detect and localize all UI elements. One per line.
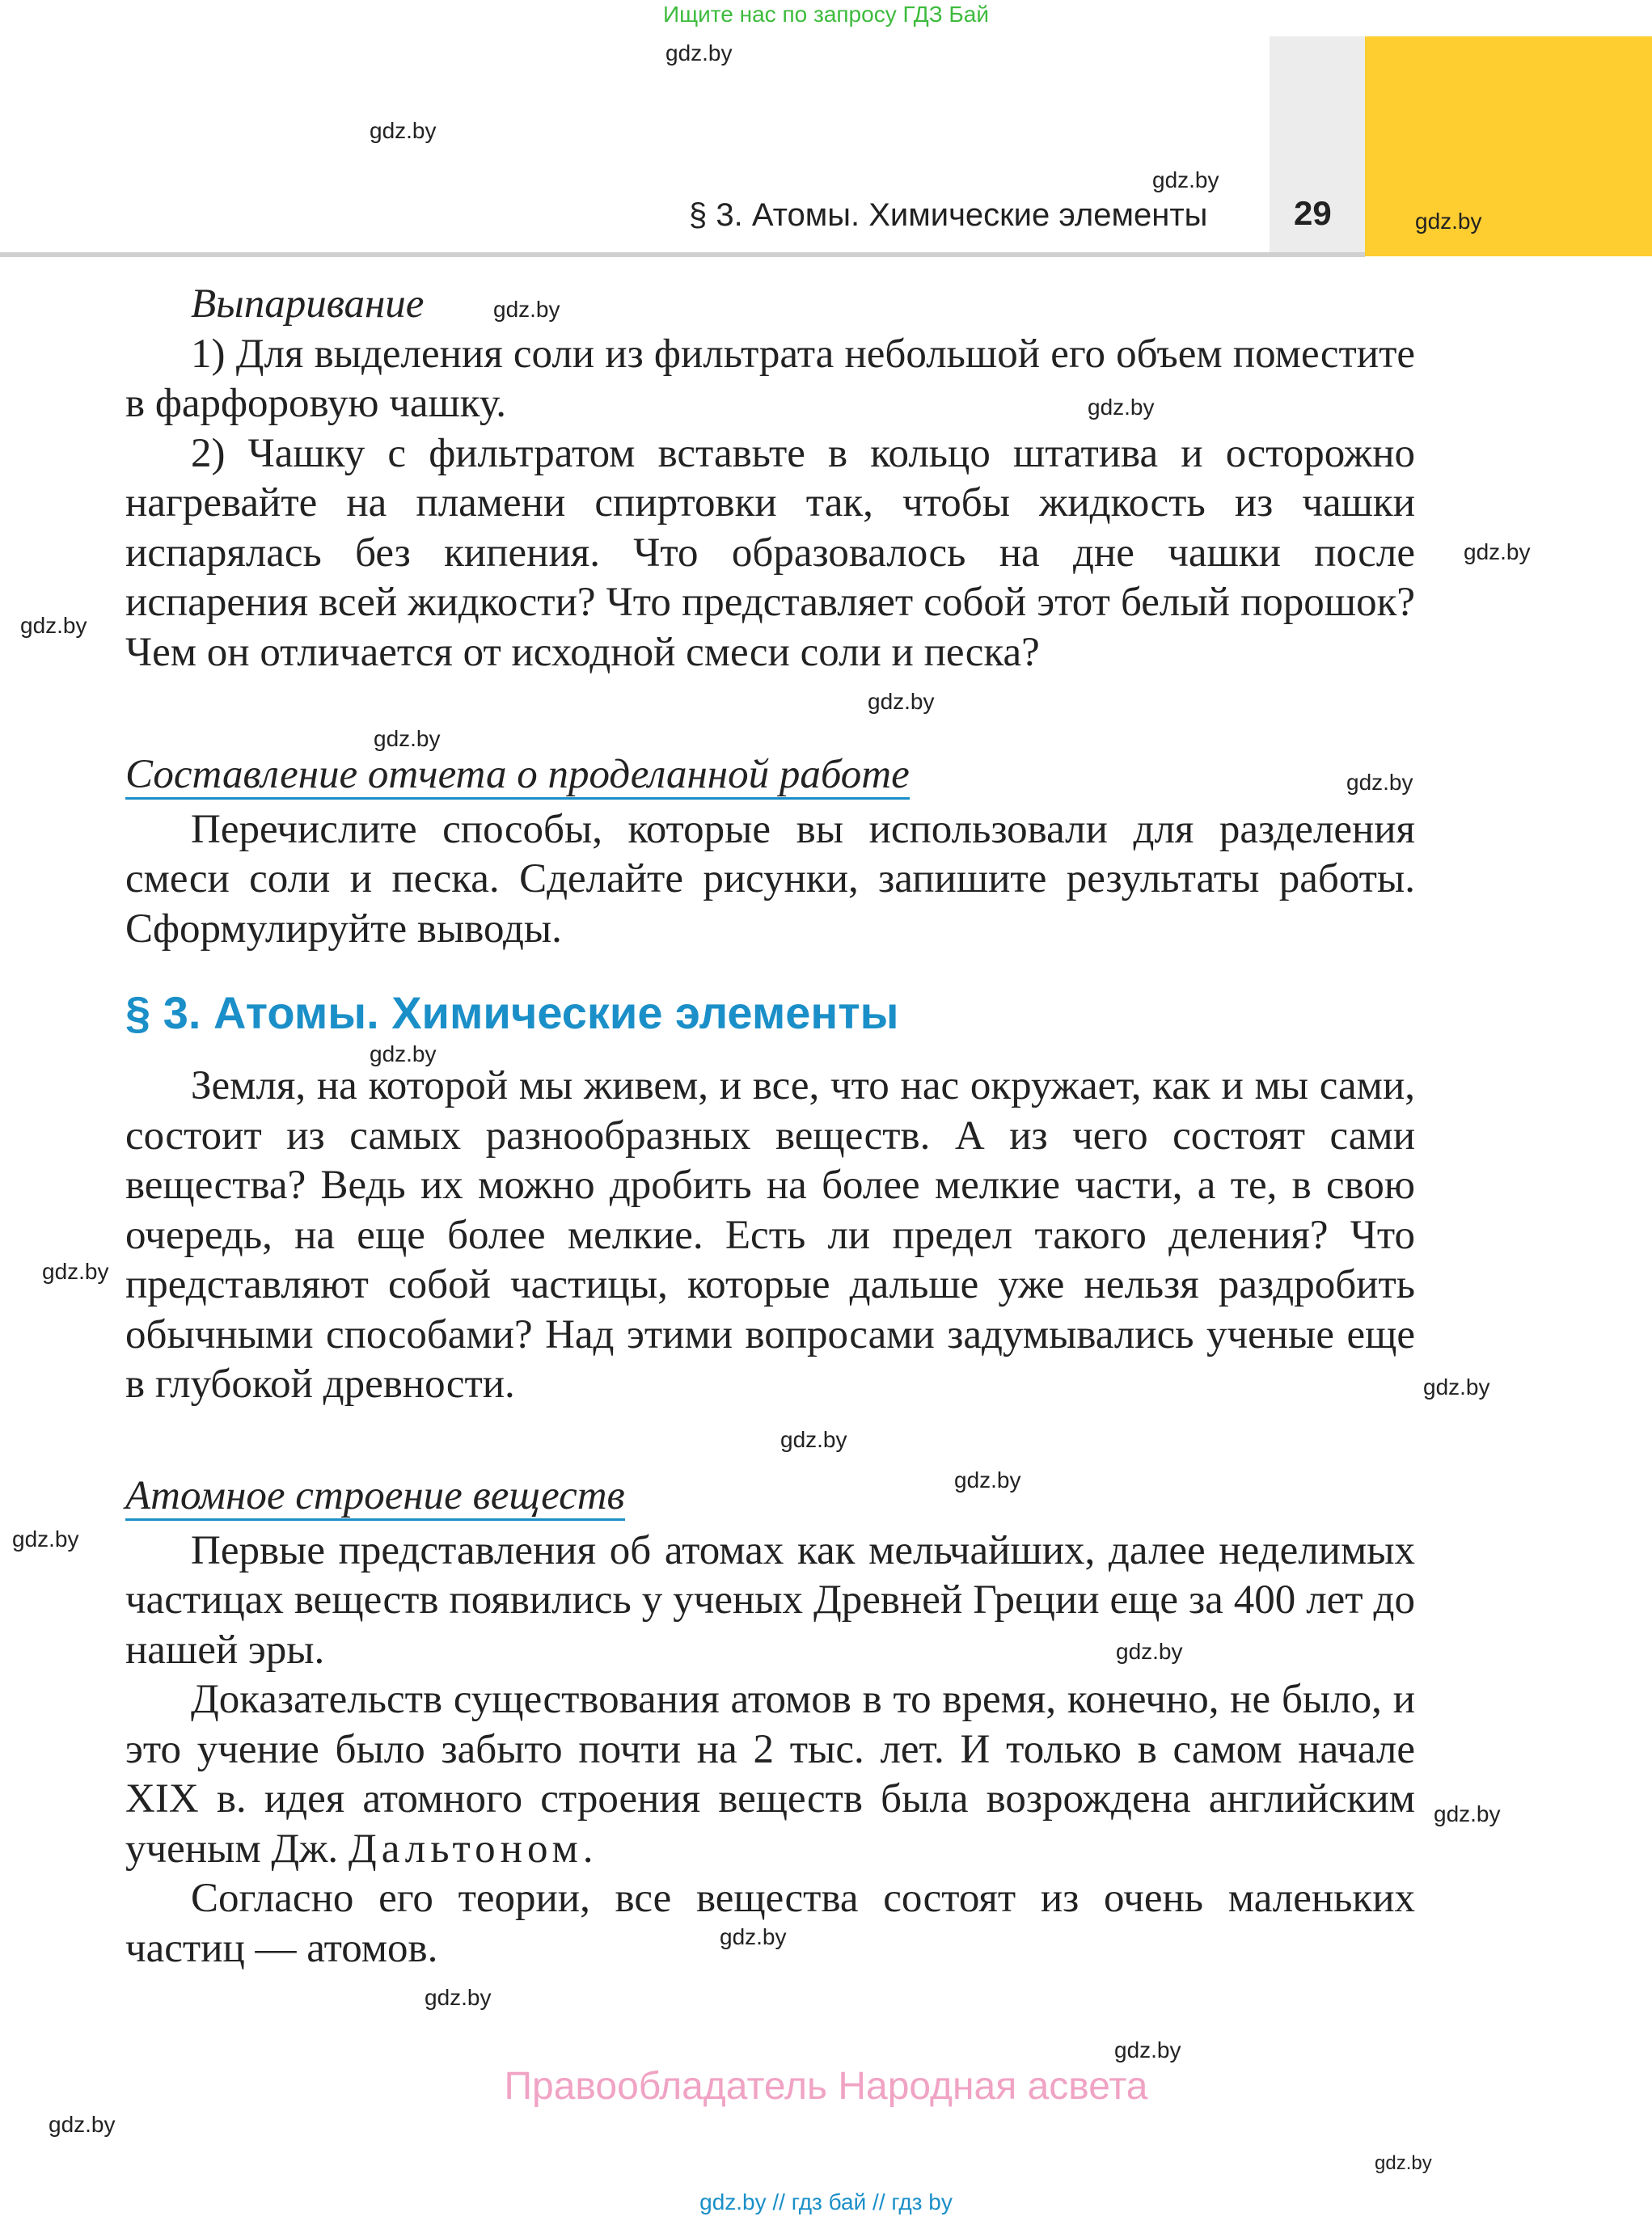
watermark: gdz.by — [493, 297, 560, 322]
evaporation-step-2: 2) Чашку с фильтратом вставьте в кольцо штатива и осторожно нагревайте на пламени спиртовки так, чтобы жидкость из чашки испарялась без кипения. Что образовалось на дне чашки после испарения всей жидкости? Что представляет собой этот белый порошок? Чем он отличается от исходной смеси соли и песка? — [125, 430, 1415, 675]
evaporation-title: Выпаривание — [191, 281, 425, 327]
dalton-name: Дальтоном — [348, 1826, 583, 1872]
page-number: 29 — [1294, 194, 1332, 232]
watermark: gdz.by — [1415, 209, 1482, 234]
evaporation-block — [125, 280, 1415, 678]
watermark: gdz.by — [720, 1924, 787, 1949]
yellow-corner-block — [1365, 36, 1652, 256]
watermark: gdz.by — [42, 1259, 109, 1284]
watermark: gdz.by — [1152, 167, 1219, 192]
atomic-paragraph-2-text: Доказательств существования атомов в то время, конечно, не было, и это учение было забыто почти на 2 тыс. лет. И только в самом начале XIX в. идея атомного строения веществ была возрождена английским ученым Дж. — [125, 1677, 1415, 1872]
copyright-notice: Правообладатель Народная асвета — [504, 2065, 1148, 2108]
watermark: gdz.by — [780, 1427, 847, 1452]
watermark: gdz.by — [425, 1985, 492, 2010]
atomic-paragraph-1: Первые представления об атомах как мельчайших, далее неделимых частицах веществ появились у ученых Древней Греции еще за 400 лет до нашей эры. — [125, 1527, 1415, 1673]
evaporation-step-1: 1) Для выделения соли из фильтрата небольшой его объем поместите в фарфоровую чашку. — [125, 331, 1415, 426]
top-banner: Ищите нас по запросу ГДЗ Бай — [662, 2, 990, 27]
section-intro-paragraph: Земля, на которой мы живем, и все, что нас окружает, как и мы сами, состоит из самых разнообразных веществ. А из чего состоят сами вещества? Ведь их можно дробить на более мелкие части, а те, в свою очередь, на еще более мелкие. Есть ли предел такого деления? Что представляют собой частицы, которые дальше уже нельзя раздробить обычными способами? Над этими вопросами задумывались ученые еще в глубокой древности. — [125, 1063, 1415, 1407]
header-rule — [0, 252, 1365, 257]
watermark: gdz.by — [49, 2112, 116, 2137]
watermark: gdz.by — [370, 118, 437, 143]
watermark: gdz.by — [1464, 539, 1531, 564]
watermark: gdz.by — [1346, 770, 1413, 795]
watermark: gdz.by — [1116, 1639, 1183, 1664]
bottom-links[interactable]: gdz.by // гдз бай // гдз by — [699, 2189, 953, 2214]
atomic-paragraph-2 — [125, 1675, 1415, 1874]
report-block — [125, 750, 1415, 954]
watermark: gdz.by — [1088, 395, 1155, 420]
watermark: gdz.by — [1375, 2152, 1432, 2174]
watermark: gdz.by — [1423, 1374, 1490, 1400]
watermark: gdz.by — [665, 40, 733, 65]
watermark: gdz.by — [12, 1526, 79, 1552]
watermark: gdz.by — [1434, 1801, 1501, 1826]
running-head: § 3. Атомы. Химические элементы — [689, 197, 1208, 233]
atomic-block — [125, 1471, 1415, 1974]
watermark: gdz.by — [1114, 2037, 1181, 2062]
watermark: gdz.by — [374, 726, 441, 751]
watermark: gdz.by — [20, 613, 87, 638]
atomic-title: Атомное строение веществ — [125, 1475, 625, 1521]
report-title: Составление отчета о проделанной работе — [125, 754, 910, 800]
watermark: gdz.by — [868, 689, 935, 714]
watermark: gdz.by — [370, 1041, 437, 1066]
section-intro — [125, 1062, 1415, 1410]
report-paragraph: Перечислите способы, которые вы использовали для разделения смеси соли и песка. Сделайте рисунки, запишите результаты работы. Сформулируйте выводы. — [125, 806, 1415, 952]
atomic-paragraph-2-end: . — [582, 1826, 594, 1872]
section-heading: § 3. Атомы. Химические элементы — [125, 987, 899, 1038]
watermark: gdz.by — [954, 1467, 1021, 1492]
atomic-paragraph-3: Согласно его теории, все вещества состоят из очень маленьких частиц — атомов. — [125, 1876, 1415, 1971]
